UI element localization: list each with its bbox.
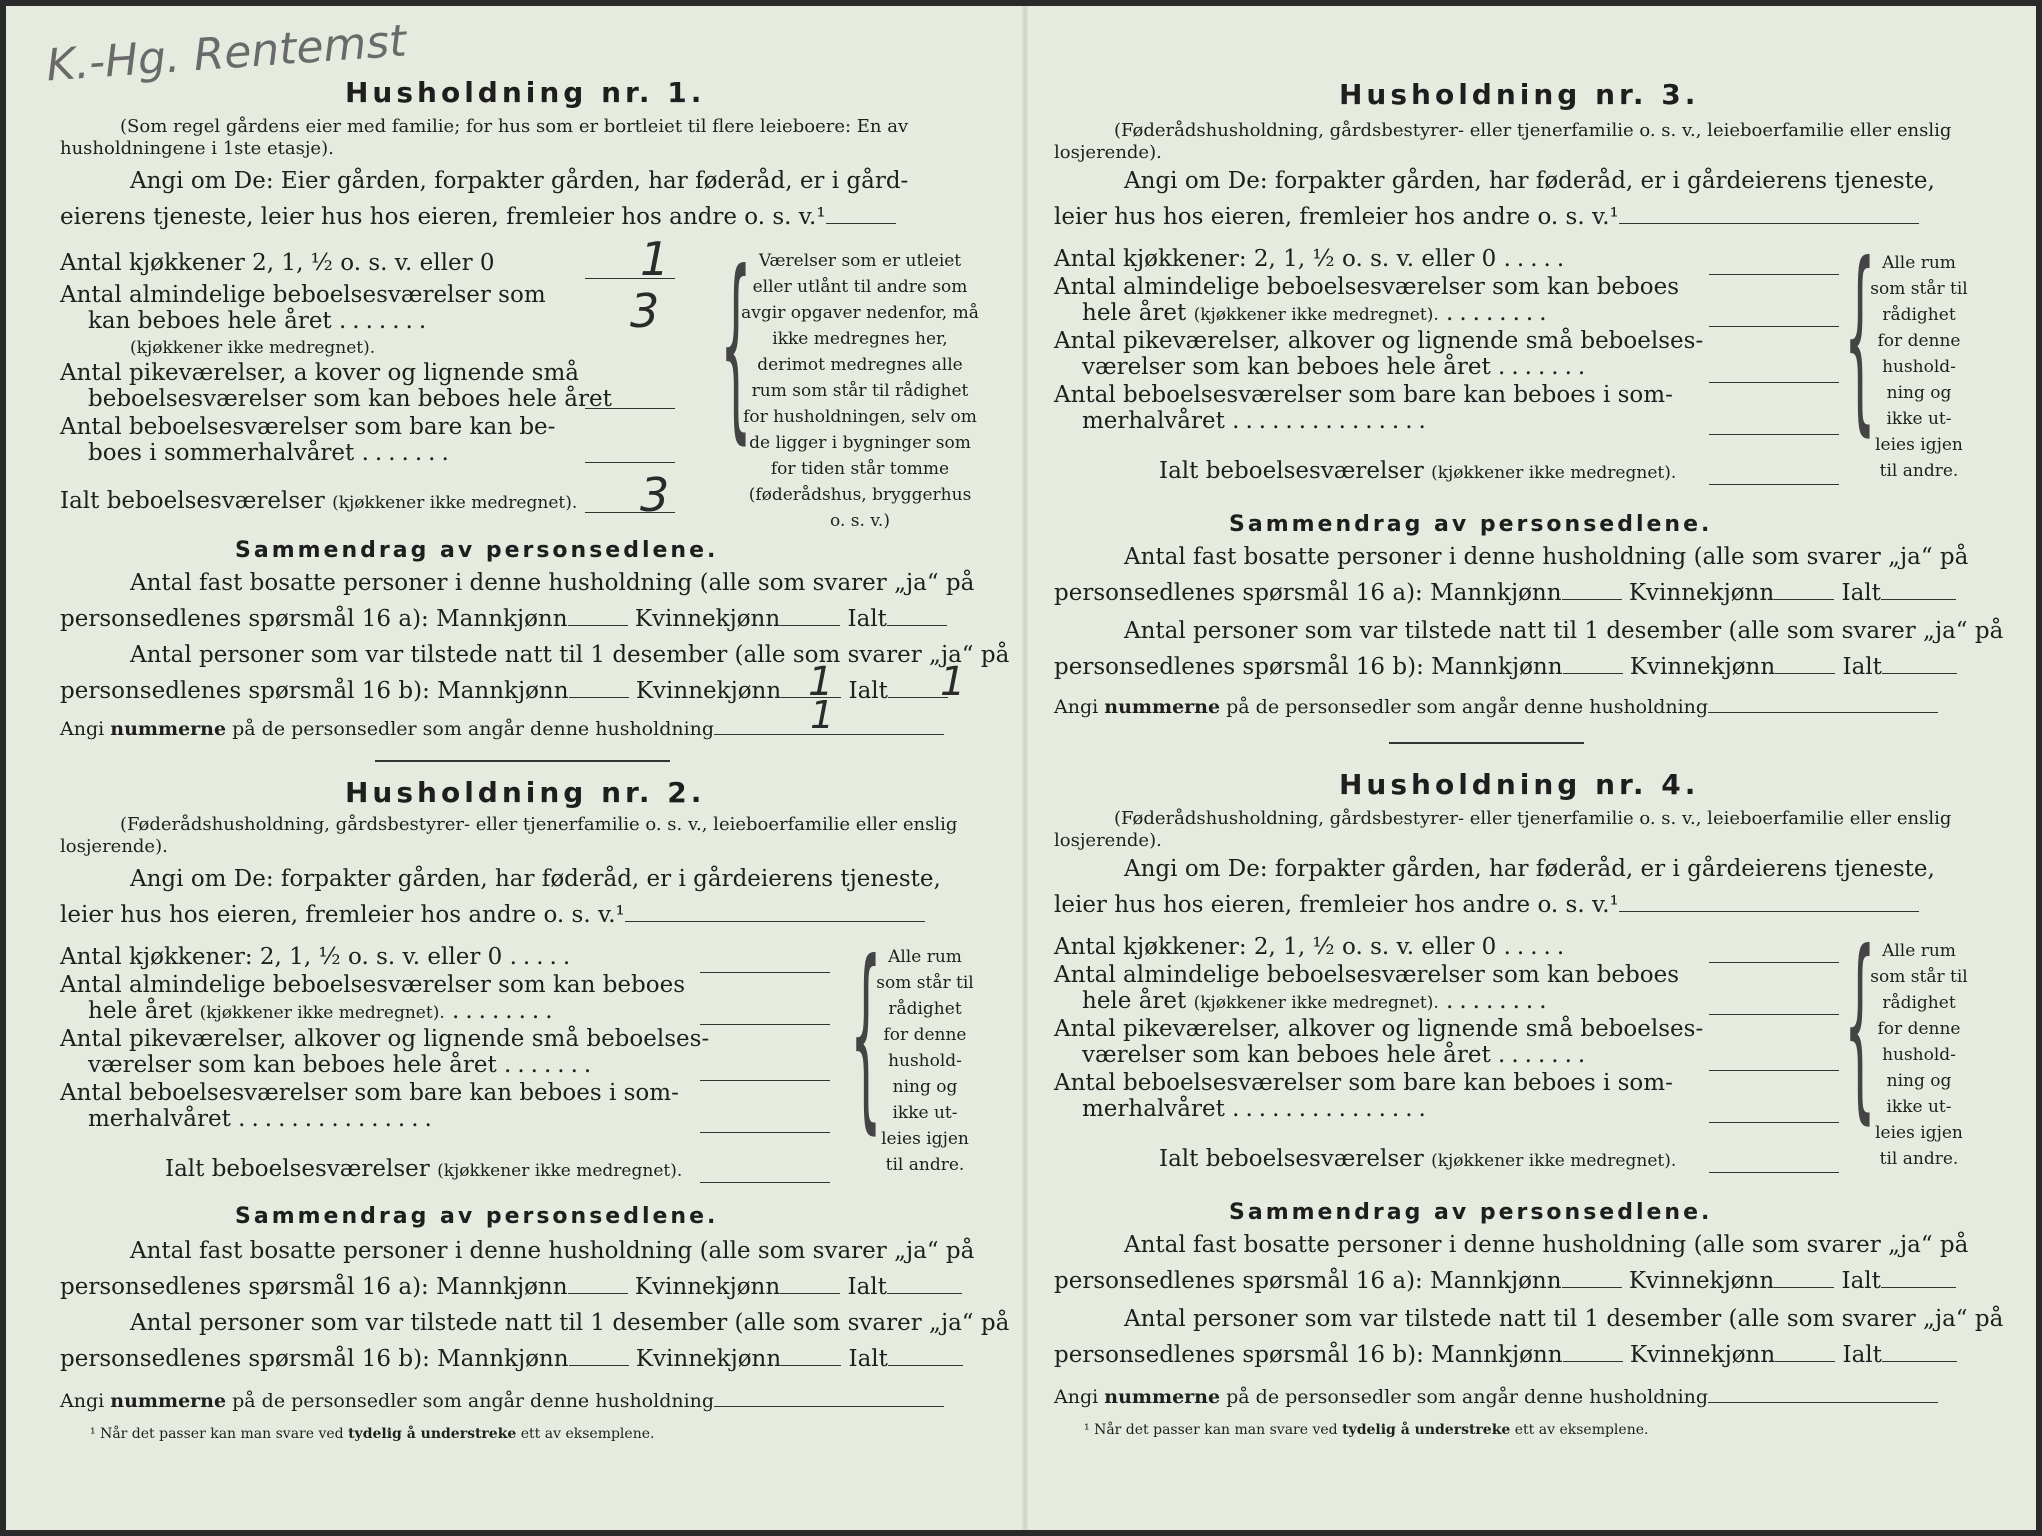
household-2-maid-label-2: værelser som kan beboes hele året .......	[88, 1052, 598, 1078]
household-2-total-label: Ialt beboelsesværelser (kjøkkener ikke medregnet).	[165, 1156, 683, 1182]
archive-handwritten-note: K.-Hg. Rentemst	[44, 15, 408, 92]
left-column	[60, 6, 1010, 1530]
household-1-ordinary-note: (kjøkkener ikke medregnet).	[130, 338, 376, 358]
household-1-present-line-1: Antal personer som var tilstede natt til 1 desember (alle som svarer „ja“ på	[130, 642, 1010, 668]
household-3-summer-rule	[1709, 434, 1839, 435]
household-2-angi-line-2: leier hus hos eieren, fremleier hos andre o. s. v.¹	[60, 902, 925, 928]
household-3-total-label: Ialt beboelsesværelser (kjøkkener ikke medregnet).	[1159, 458, 1677, 484]
page-fold	[1022, 6, 1028, 1530]
household-2-footnote: ¹ Når det passer kan man svare ved tydelig å understreke ett av eksemplene.	[90, 1426, 655, 1442]
household-4-kitchens-rule	[1709, 962, 1839, 963]
household-4-side-note: Alle rum som står til rådighet for denne hushold- ning og ikke ut- leies igjen til andre.	[1870, 941, 1968, 1169]
household-4-summary-title: Sammendrag av personsedlene.	[1229, 1200, 1713, 1225]
household-3-summer-label-1: Antal beboelsesværelser som bare kan beboes i som-	[1054, 382, 1673, 408]
household-3-maid-rule	[1709, 382, 1839, 383]
household-1-ordinary-value: 3	[630, 284, 660, 338]
household-4-resident-line-1: Antal fast bosatte personer i denne husholdning (alle som svarer „ja“ på	[1124, 1232, 1969, 1258]
household-3-ordinary-label-2: hele året (kjøkkener ikke medregnet). ........	[1082, 300, 1553, 326]
household-3-numbers-line: Angi nummerne på de personsedler som angår denne husholdning	[1054, 696, 1938, 718]
household-1-numbers-value: 1	[810, 693, 835, 737]
household-3-side-note: Alle rum som står til rådighet for denne hushold- ning og ikke ut- leies igjen til andre.	[1870, 253, 1968, 481]
household-2-angi-line-1: Angi om De: forpakter gården, har føderåd, er i gårdeierens tjeneste,	[130, 866, 941, 892]
household-2-ordinary-label-2: hele året (kjøkkener ikke medregnet). ........	[88, 998, 559, 1024]
household-1-title: Husholdning nr. 1.	[345, 76, 706, 109]
household-2-present-line-2: personsedlenes spørsmål 16 b): Mannkjønn Kvinnekjønn Ialt	[60, 1346, 963, 1372]
household-2-summary-title: Sammendrag av personsedlene.	[235, 1204, 719, 1229]
household-3-ordinary-label-1: Antal almindelige beboelsesværelser som kan beboes	[1054, 274, 1680, 300]
household-4-total-rule	[1709, 1172, 1839, 1173]
household-1-maid-label-2: beboelsesværelser som kan beboes hele året	[88, 386, 612, 412]
household-1-ordinary-label-1: Antal almindelige beboelsesværelser som	[60, 282, 546, 308]
household-1-total-label: Ialt beboelsesværelser (kjøkkener ikke medregnet).	[60, 488, 578, 514]
household-1-summer-rule	[585, 462, 675, 463]
household-1-ordinary-label-2: kan beboes hele året .......	[88, 308, 433, 334]
right-column	[1054, 6, 2004, 1530]
household-3-resident-line-1: Antal fast bosatte personer i denne husholdning (alle som svarer „ja“ på	[1124, 544, 1969, 570]
household-2-kitchens-label: Antal kjøkkener: 2, 1, ½ o. s. v. eller 0 .....	[60, 944, 577, 970]
household-4-total-label: Ialt beboelsesværelser (kjøkkener ikke medregnet).	[1159, 1146, 1677, 1172]
household-1-angi-line-1: Angi om De: Eier gården, forpakter gården, har føderåd, er i gård-	[130, 168, 909, 194]
household-3-maid-label-1: Antal pikeværelser, alkover og lignende små beboelses-	[1054, 328, 1704, 354]
household-1-present-female-value: 1	[808, 659, 834, 705]
household-1-numbers-line: Angi nummerne på de personsedler som angår denne husholdning	[60, 718, 944, 740]
household-2-ordinary-label-1: Antal almindelige beboelsesværelser som kan beboes	[60, 972, 686, 998]
household-4-numbers-line: Angi nummerne på de personsedler som angår denne husholdning	[1054, 1386, 1938, 1408]
household-3-subtitle: (Føderådshusholdning, gårdsbestyrer- eller tjenerfamilie o. s. v., leieboerfamilie eller enslig losjerende).	[1054, 120, 1952, 163]
household-4-angi-line-2: leier hus hos eieren, fremleier hos andre o. s. v.¹	[1054, 892, 1919, 918]
household-2-resident-line-1: Antal fast bosatte personer i denne husholdning (alle som svarer „ja“ på	[130, 1238, 975, 1264]
household-1-divider	[375, 760, 670, 762]
household-4-subtitle: (Føderådshusholdning, gårdsbestyrer- eller tjenerfamilie o. s. v., leieboerfamilie eller enslig losjerende).	[1054, 808, 1952, 851]
household-3-kitchens-rule	[1709, 274, 1839, 275]
household-2-maid-label-1: Antal pikeværelser, alkover og lignende små beboelses-	[60, 1026, 710, 1052]
household-4-ordinary-label-2: hele året (kjøkkener ikke medregnet). ........	[1082, 988, 1553, 1014]
household-3-total-rule	[1709, 484, 1839, 485]
household-1-present-total-value: 1	[940, 659, 966, 705]
household-4-maid-label-2: værelser som kan beboes hele året .......	[1082, 1042, 1592, 1068]
household-4-footnote: ¹ Når det passer kan man svare ved tydelig å understreke ett av eksemplene.	[1084, 1422, 1649, 1438]
household-2-total-rule	[700, 1182, 830, 1183]
household-1-maid-rule	[585, 408, 675, 409]
census-form-page	[6, 6, 2036, 1530]
household-4-angi-line-1: Angi om De: forpakter gården, har føderåd, er i gårdeierens tjeneste,	[1124, 856, 1935, 882]
household-1-summer-label-1: Antal beboelsesværelser som bare kan be-	[60, 414, 556, 440]
household-4-maid-label-1: Antal pikeværelser, alkover og lignende små beboelses-	[1054, 1016, 1704, 1042]
household-1-kitchens-value: 1	[640, 232, 670, 286]
household-2-brace: {	[850, 919, 882, 1152]
household-3-kitchens-label: Antal kjøkkener: 2, 1, ½ o. s. v. eller 0 .....	[1054, 246, 1571, 272]
household-3-divider	[1389, 742, 1584, 744]
household-2-summer-label-1: Antal beboelsesværelser som bare kan beboes i som-	[60, 1080, 679, 1106]
household-3-angi-line-1: Angi om De: forpakter gården, har føderåd, er i gårdeierens tjeneste,	[1124, 168, 1935, 194]
household-2-ordinary-rule	[700, 1024, 830, 1025]
household-1-summary-title: Sammendrag av personsedlene.	[235, 538, 719, 563]
household-3-angi-line-2: leier hus hos eieren, fremleier hos andre o. s. v.¹	[1054, 204, 1919, 230]
household-2-kitchens-rule	[700, 972, 830, 973]
household-1-summer-label-2: boes i sommerhalvåret .......	[88, 440, 455, 466]
household-2-summer-label-2: merhalvåret ...............	[88, 1106, 438, 1132]
household-1-side-note: Værelser som er utleiet eller utlånt til andre som avgir opgaver nedenfor, må ikke medregnes her, derimot medregnes alle rum som står til rådighet for husholdningen, selv om de ligger i bygninger som for tiden står tomme (føderådshus, bryggerhus o. s. v.)	[741, 251, 979, 531]
household-3-brace: {	[1844, 221, 1876, 454]
household-4-ordinary-label-1: Antal almindelige beboelsesværelser som kan beboes	[1054, 962, 1680, 988]
household-1-angi-line-2: eierens tjeneste, leier hus hos eieren, fremleier hos andre o. s. v.¹	[60, 204, 896, 230]
household-2-resident-line-2: personsedlenes spørsmål 16 a): Mannkjønn Kvinnekjønn Ialt	[60, 1274, 962, 1300]
household-4-summer-rule	[1709, 1122, 1839, 1123]
household-1-present-line-2: personsedlenes spørsmål 16 b): Mannkjønn Kvinnekjønn Ialt	[60, 678, 948, 704]
household-4-present-line-2: personsedlenes spørsmål 16 b): Mannkjønn Kvinnekjønn Ialt	[1054, 1342, 1957, 1368]
household-2-side-note: Alle rum som står til rådighet for denne hushold- ning og ikke ut- leies igjen til andre.	[876, 947, 974, 1175]
household-1-resident-line-2: personsedlenes spørsmål 16 a): Mannkjønn Kvinnekjønn Ialt	[60, 606, 947, 632]
household-1-subtitle: (Som regel gårdens eier med familie; for hus som er bortleiet til flere leieboere: En av husholdningene i 1ste etasje).	[60, 116, 909, 159]
household-3-summary-title: Sammendrag av personsedlene.	[1229, 512, 1713, 537]
household-1-kitchens-label: Antal kjøkkener 2, 1, ½ o. s. v. eller 0	[60, 250, 495, 276]
household-4-kitchens-label: Antal kjøkkener: 2, 1, ½ o. s. v. eller 0 .....	[1054, 934, 1571, 960]
household-2-title: Husholdning nr. 2.	[345, 776, 706, 809]
household-1-brace: {	[720, 229, 752, 462]
household-4-ordinary-rule	[1709, 1014, 1839, 1015]
household-1-maid-label-1: Antal pikeværelser, a kover og lignende små	[60, 360, 579, 386]
household-3-title: Husholdning nr. 3.	[1339, 78, 1700, 111]
household-1-total-value: 3	[640, 468, 670, 522]
household-4-brace: {	[1844, 909, 1876, 1142]
household-2-maid-rule	[700, 1080, 830, 1081]
household-3-present-line-2: personsedlenes spørsmål 16 b): Mannkjønn Kvinnekjønn Ialt	[1054, 654, 1957, 680]
household-3-summer-label-2: merhalvåret ...............	[1082, 408, 1432, 434]
household-4-resident-line-2: personsedlenes spørsmål 16 a): Mannkjønn Kvinnekjønn Ialt	[1054, 1268, 1956, 1294]
household-2-subtitle: (Føderådshusholdning, gårdsbestyrer- eller tjenerfamilie o. s. v., leieboerfamilie eller enslig losjerende).	[60, 814, 958, 857]
household-3-ordinary-rule	[1709, 326, 1839, 327]
household-4-present-line-1: Antal personer som var tilstede natt til 1 desember (alle som svarer „ja“ på	[1124, 1306, 2004, 1332]
household-3-maid-label-2: værelser som kan beboes hele året .......	[1082, 354, 1592, 380]
household-4-summer-label-1: Antal beboelsesværelser som bare kan beboes i som-	[1054, 1070, 1673, 1096]
household-2-summer-rule	[700, 1132, 830, 1133]
household-2-numbers-line: Angi nummerne på de personsedler som angår denne husholdning	[60, 1390, 944, 1412]
household-1-resident-line-1: Antal fast bosatte personer i denne husholdning (alle som svarer „ja“ på	[130, 570, 975, 596]
household-4-title: Husholdning nr. 4.	[1339, 768, 1700, 801]
household-2-present-line-1: Antal personer som var tilstede natt til 1 desember (alle som svarer „ja“ på	[130, 1310, 1010, 1336]
household-4-maid-rule	[1709, 1070, 1839, 1071]
household-4-summer-label-2: merhalvåret ...............	[1082, 1096, 1432, 1122]
household-3-resident-line-2: personsedlenes spørsmål 16 a): Mannkjønn Kvinnekjønn Ialt	[1054, 580, 1956, 606]
household-3-present-line-1: Antal personer som var tilstede natt til 1 desember (alle som svarer „ja“ på	[1124, 618, 2004, 644]
